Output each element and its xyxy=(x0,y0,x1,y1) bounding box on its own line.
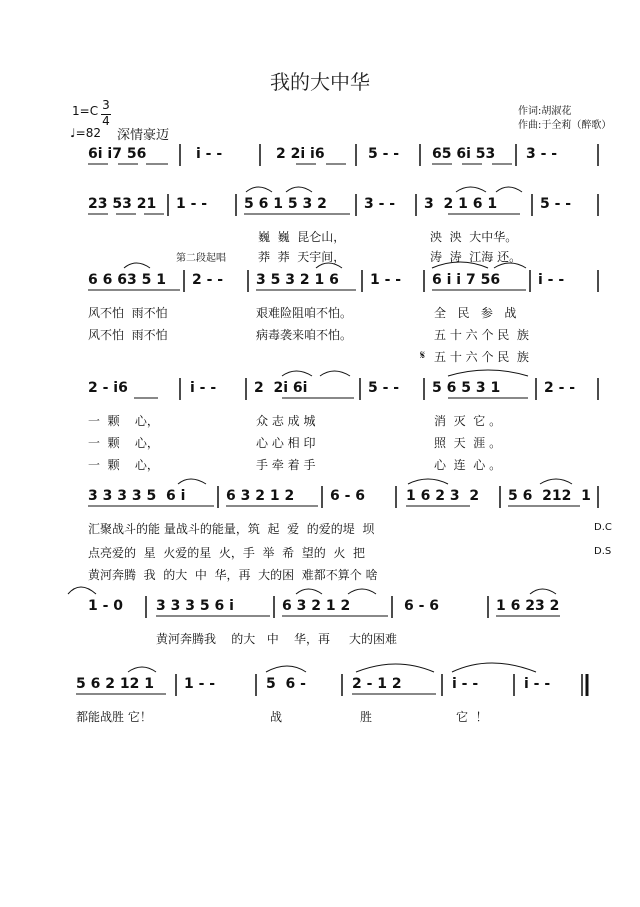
slur xyxy=(408,479,448,484)
measure: 2 2i 6i xyxy=(254,380,308,396)
lyric-text: 涛 涛 江海 还。 xyxy=(430,250,522,264)
measure: 5 - - xyxy=(368,146,400,162)
slur xyxy=(494,263,526,268)
lyric-text: 黄河奔腾 我 的大 中 华，再 大的困 难都不算个 啥 xyxy=(88,568,378,582)
time-signature-top: 3 xyxy=(102,98,110,112)
measure: i - - xyxy=(196,146,223,162)
measure: 3 3 3 3 5 6 i xyxy=(88,488,186,504)
measure: 5 6 212 1 xyxy=(508,488,591,504)
measure: 5 - - xyxy=(368,380,400,396)
slur xyxy=(128,667,156,672)
slur xyxy=(316,263,342,268)
slur xyxy=(282,371,312,376)
measure: i - - xyxy=(190,380,217,396)
key-signature: 1=C xyxy=(72,104,99,118)
lyric-text: 巍 巍 昆仑山， xyxy=(258,230,346,244)
measure: 6 3 2 1 2 xyxy=(282,598,351,614)
measure: 5 - - xyxy=(540,196,572,212)
lyric-text: 点亮爱的 星 火爱的星 火，手 举 希 望的 火 把 xyxy=(88,546,366,560)
measure: 1 6 2 3 2 xyxy=(406,488,480,504)
measure: 2 - - xyxy=(192,272,224,288)
measure: 5 6 - xyxy=(266,676,306,692)
lyric-text: 风不怕 雨不怕 xyxy=(88,306,168,320)
measure: 1 6 23 2 xyxy=(496,598,560,614)
lyric-text: 一 颗 心， xyxy=(88,458,159,472)
slur xyxy=(124,263,150,268)
song-title: 我的大中华 xyxy=(270,70,370,94)
barlines xyxy=(146,144,598,696)
beam-underlines xyxy=(76,164,580,694)
slur xyxy=(530,589,556,594)
lyric-text: 黄河奔腾我 的大 中 华，再 大的困难 xyxy=(156,632,398,646)
slur xyxy=(452,663,536,672)
lyric-text: 病毒袭来咱不怕。 xyxy=(256,328,353,342)
lyric-text: 它 ！ xyxy=(456,710,488,724)
lyric-text: 五 十 六 个 民 族 xyxy=(434,350,529,364)
measure: 3 2 1 6 1 xyxy=(424,196,498,212)
slur xyxy=(496,187,522,192)
measure: 3 3 3 5 6 i xyxy=(156,598,234,614)
lyric-text: 汇聚战斗的能 量战斗的能量，筑 起 爱 的爱的堤 坝 xyxy=(88,522,375,536)
section-label: 第二段起唱 xyxy=(176,253,226,264)
lyric-text: 战 xyxy=(270,710,283,724)
measure: 1 - - xyxy=(184,676,216,692)
lyric-text: 心 连 心 。 xyxy=(434,458,502,472)
measure: i - - xyxy=(452,676,479,692)
lyric-text: 手 牵 着 手 xyxy=(256,458,316,472)
measure: i - - xyxy=(538,272,565,288)
tempo-value: =82 xyxy=(75,126,101,140)
lyric-text: 五 十 六 个 民 族 xyxy=(434,328,529,342)
measure: 3 - - xyxy=(364,196,396,212)
lyric-text: 胜 xyxy=(360,710,373,724)
slur xyxy=(432,262,488,268)
measure: i - - xyxy=(524,676,551,692)
quarter-note-icon: ♩ xyxy=(70,126,76,140)
measure: 2 2i i6 xyxy=(276,146,325,162)
measure: 6i i7 56 xyxy=(88,146,147,162)
slur xyxy=(246,187,272,192)
slur xyxy=(266,666,306,672)
measure: 6 - 6 xyxy=(330,488,366,504)
measure: 2 - i6 xyxy=(88,380,128,396)
slur xyxy=(448,370,528,376)
slur xyxy=(456,187,486,192)
lyric-text: 泱 泱 大中华。 xyxy=(430,230,518,244)
slur xyxy=(540,479,572,484)
measure: 5 6 1 5 3 2 xyxy=(244,196,327,212)
measure: 6 6 63 5 1 xyxy=(88,272,166,288)
lyric-text: 一 颗 心， xyxy=(88,436,159,450)
dc-marker: D.C xyxy=(594,522,612,533)
lyric-text: 艰难险阻咱不怕。 xyxy=(256,306,353,320)
measure: 1 - - xyxy=(176,196,208,212)
lyric-text: 心 心 相 印 xyxy=(256,436,316,450)
measure: 6 i i 7 56 xyxy=(432,272,501,288)
segno-icon: 𝄋 xyxy=(420,348,426,362)
composer-credit: 作曲:于全莉（醉歌） xyxy=(518,120,612,131)
slur xyxy=(178,479,206,484)
measure: 6 3 2 1 2 xyxy=(226,488,295,504)
mood-marking: 深情豪迈 xyxy=(117,128,170,143)
measure: 6 - 6 xyxy=(404,598,440,614)
lyric-text: 风不怕 雨不怕 xyxy=(88,328,168,342)
measure: 23 53 21 xyxy=(88,196,157,212)
lyric-text: 都能战胜 它！ xyxy=(76,710,152,724)
measure: 3 5 3 2 1 6 xyxy=(256,272,339,288)
measure: 3 - - xyxy=(526,146,558,162)
lyric-text: 照 天 涯 。 xyxy=(434,436,502,450)
lyric-text: 全 民 参 战 xyxy=(434,306,517,320)
lyricist-credit: 作词:胡淑花 xyxy=(518,106,572,117)
ds-marker: D.S xyxy=(594,546,612,557)
slur xyxy=(286,187,312,192)
slur xyxy=(296,589,322,594)
measure: 5 6 5 3 1 xyxy=(432,380,501,396)
lyric-text: 众 志 成 城 xyxy=(256,414,316,428)
slur xyxy=(68,587,96,594)
measure: 5 6 2 12 1 xyxy=(76,676,154,692)
slur xyxy=(320,371,350,376)
slurs xyxy=(68,187,572,672)
lyric-text: 消 灭 它 。 xyxy=(434,414,502,428)
slur xyxy=(356,664,434,672)
measure: 1 - - xyxy=(370,272,402,288)
measure: 65 6i 53 xyxy=(432,146,496,162)
lyric-text: 莽 莽 天宇间， xyxy=(258,250,346,264)
lyric-text: 一 颗 心， xyxy=(88,414,159,428)
measure: 1 - 0 xyxy=(88,598,124,614)
measure: 2 - - xyxy=(544,380,576,396)
measure: 2 - 1 2 xyxy=(352,676,402,692)
time-signature-bottom: 4 xyxy=(102,114,110,128)
slur xyxy=(348,589,376,594)
